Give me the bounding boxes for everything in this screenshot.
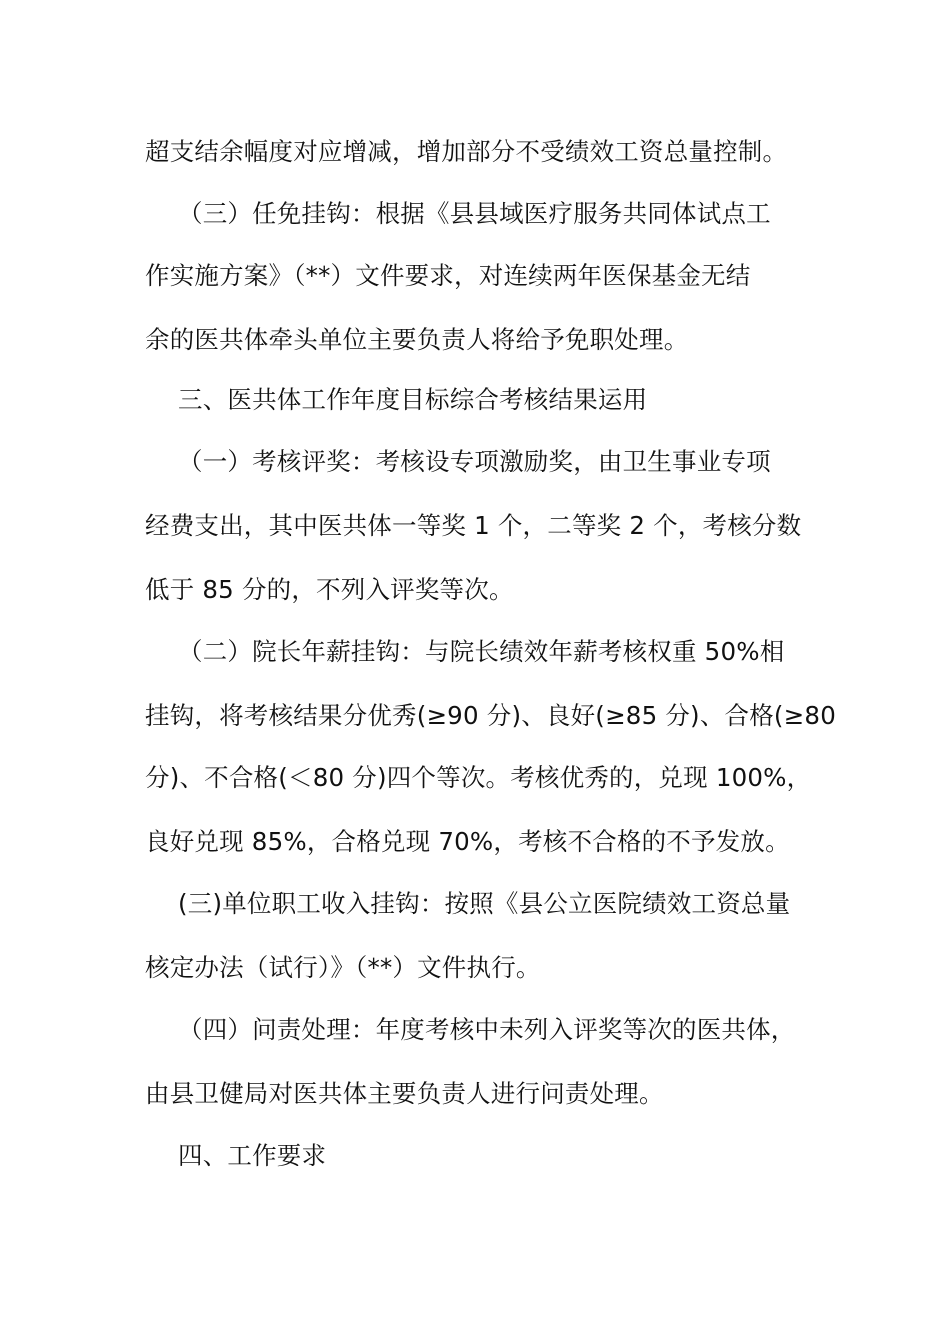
text-line-2: （三）任免挂钩：根据《县县域医疗服务共同体试点工 <box>178 199 771 228</box>
section-heading-4: 四、工作要求 <box>178 1141 327 1170</box>
text-line-16: 由县卫健局对医共体主要负责人进行问责处理。 <box>145 1079 664 1108</box>
text-line-1: 超支结余幅度对应增减，增加部分不受绩效工资总量控制。 <box>145 137 788 166</box>
text-line-15: （四）问责处理：年度考核中未列入评奖等次的医共体， <box>178 1015 796 1044</box>
text-line-13: (三)单位职工收入挂钩：按照《县公立医院绩效工资总量 <box>178 889 791 918</box>
text-line-10: 挂钩，将考核结果分优秀(≥90 分)、良好(≥85 分)、合格(≥80 <box>145 701 836 730</box>
text-line-7: 经费支出，其中医共体一等奖 1 个，二等奖 2 个，考核分数 <box>145 511 802 540</box>
text-line-8: 低于 85 分的，不列入评奖等次。 <box>145 575 514 604</box>
text-line-14: 核定办法（试行）》（**）文件执行。 <box>145 953 541 982</box>
text-line-9: （二）院长年薪挂钩：与院长绩效年薪考核权重 50%相 <box>178 637 785 666</box>
text-line-6: （一）考核评奖：考核设专项激励奖，由卫生事业专项 <box>178 447 771 476</box>
text-line-11: 分)、不合格(＜80 分)四个等次。考核优秀的，兑现 100%， <box>145 763 812 792</box>
text-line-4: 余的医共体牵头单位主要负责人将给予免职处理。 <box>145 325 689 354</box>
section-heading-3: 三、医共体工作年度目标综合考核结果运用 <box>178 385 648 414</box>
text-line-3: 作实施方案》（**）文件要求，对连续两年医保基金无结 <box>145 261 751 290</box>
text-line-12: 良好兑现 85%，合格兑现 70%，考核不合格的不予发放。 <box>145 827 790 856</box>
